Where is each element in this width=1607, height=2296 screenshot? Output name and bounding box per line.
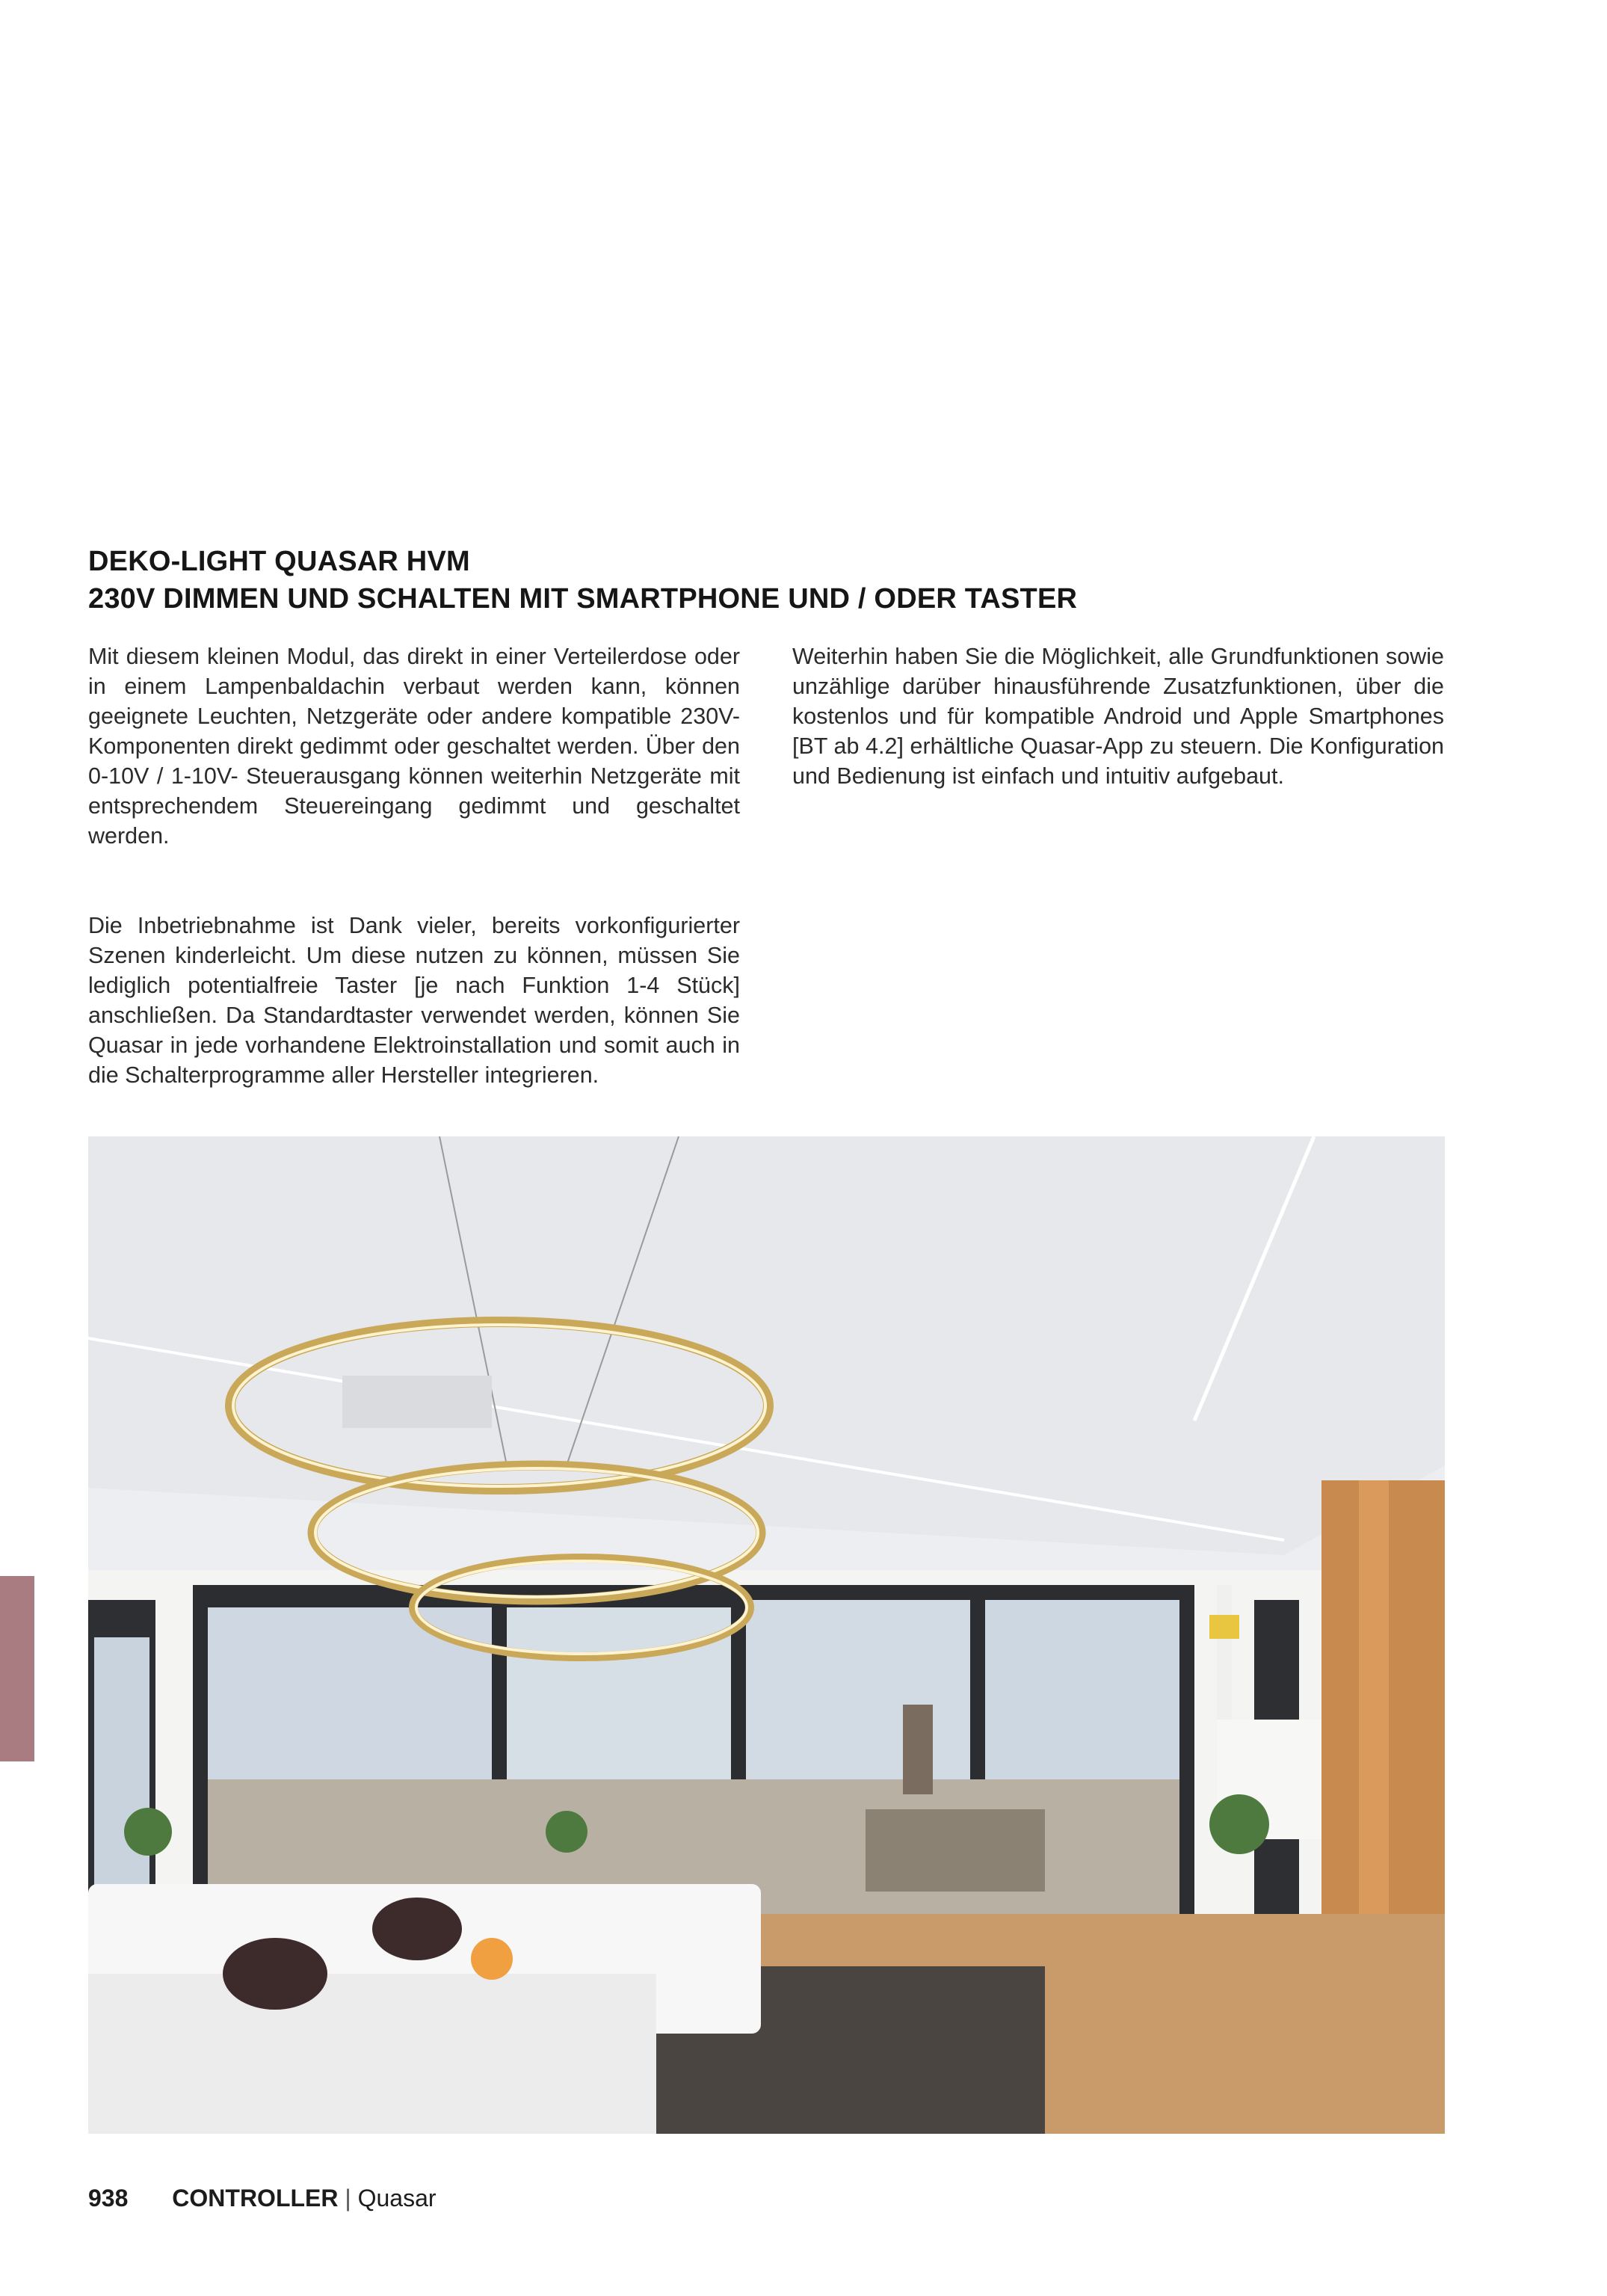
footer-section: CONTROLLER (172, 2185, 339, 2212)
chapter-tab (0, 1576, 34, 1761)
footer-separator: | (345, 2185, 351, 2212)
page-footer (88, 2183, 437, 2213)
body-column-left-lower (88, 911, 740, 1090)
body-column-left (88, 641, 740, 851)
paragraph-1: Mit diesem kleinen Modul, das direkt in einer Verteilerdose oder in einem Lampenbaldachin verbaut werden kann, können geeignete Leuchten, Netzgeräte oder andere kompatible 230V-Komponenten direkt gedimmt oder geschaltet werden. Über den 0-10V / 1-10V- Steuerausgang können weiterhin Netzgeräte mit entsprechendem Steuereingang gedimmt und geschaltet werden. (88, 644, 740, 849)
paragraph-2: Weiterhin haben Sie die Möglichkeit, alle Grundfunktionen sowie unzählige darüber hinausführende Zusatzfunktionen, über die kostenlos und für kompatible Android und Apple Smartphones [BT ab 4.2] erhältliche Quasar-App zu steuern. Die Konfiguration und Bedienung ist einfach und intuitiv aufgebaut. (792, 644, 1444, 789)
interior-photo (88, 1136, 1445, 2134)
page-number: 938 (88, 2185, 129, 2212)
heading-line-2: 230V DIMMEN UND SCHALTEN MIT SMARTPHONE UND / ODER TASTER (88, 583, 1078, 615)
footer-subsection: Quasar (357, 2185, 437, 2212)
heading-line-1: DEKO-LIGHT QUASAR HVM (88, 546, 470, 577)
section-heading (88, 543, 1449, 618)
body-column-right (792, 641, 1444, 791)
paragraph-3: Die Inbetriebnahme ist Dank vieler, bereits vorkonfigurierter Szenen kinderleicht. Um diese nutzen zu können, müssen Sie lediglich potentialfreie Taster [je nach Funktion 1-4 Stück] anschließen. Da Standardtaster verwendet werden, können Sie Quasar in jede vorhandene Elektroinstallation und somit auch in die Schalterprogramme aller Hersteller integrieren. (88, 913, 740, 1088)
